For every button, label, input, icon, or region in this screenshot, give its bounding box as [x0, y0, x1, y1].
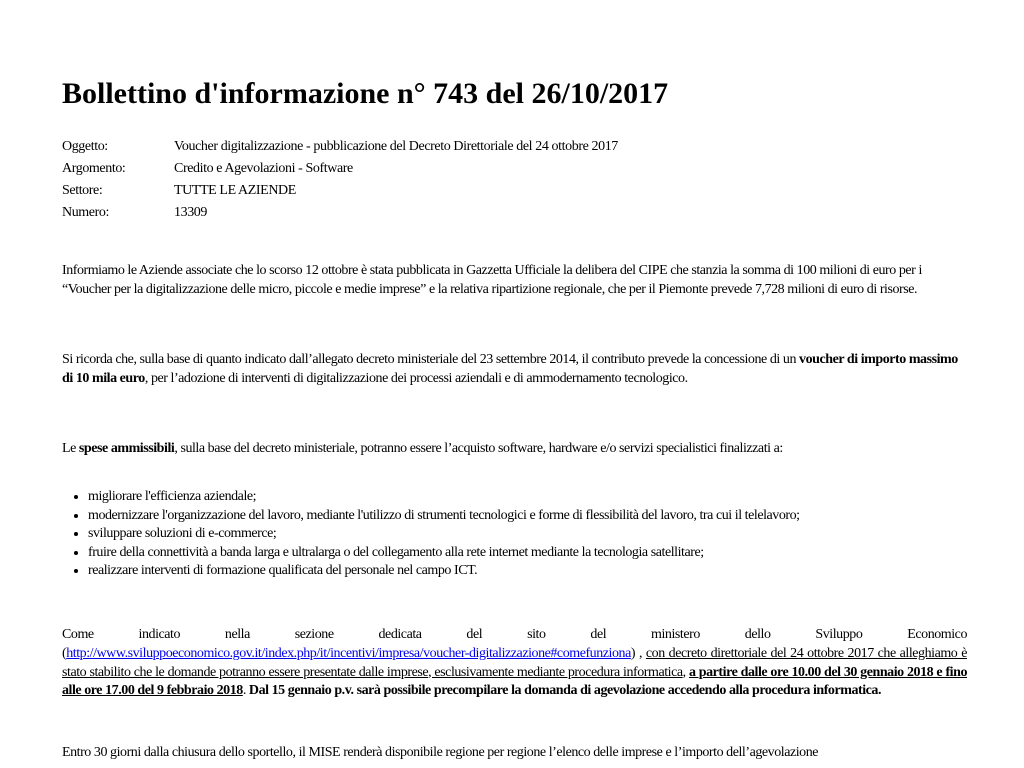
mise-website-link[interactable]: http://www.sviluppoeconomico.gov.it/index.php/it/incentivi/impresa/voucher-digitalizzazione#comefunziona — [66, 646, 631, 661]
voucher-amount-highlight: voucher di importo massimo di 10 mila euro — [62, 352, 958, 386]
meta-value: TUTTE LE AZIENDE — [174, 183, 296, 198]
paragraph-spese — [62, 440, 967, 459]
paragraph-text: ( — [62, 646, 67, 661]
page-title: Bollettino d'informazione n° 743 del 26/10/2017 — [62, 77, 669, 110]
meta-row-argomento — [62, 161, 618, 183]
list-item: • fruire della connettività a banda larga e ultralarga o del collegamento alla rete internet mediante la tecnologia satellitare; — [88, 544, 968, 563]
list-item: • migliorare l'efficienza aziendale; — [88, 488, 968, 507]
paragraph-text: ) , — [630, 646, 646, 661]
meta-key: Numero: — [62, 205, 109, 220]
precompile-highlight: Dal 15 gennaio p.v. sarà possibile precompilare la domanda di agevolazione accedendo alla procedura informatica. — [248, 683, 882, 698]
paragraph-mise-line1: Come indicato nella sezione dedicata del sito del ministero dello Sviluppo Economico — [62, 627, 967, 642]
decree-underlined-text: con decreto direttoriale del 24 ottobre 2017 che alleghiamo è stato stabilito che le domande potranno essere presentate dalle imprese, esclusivamente mediante procedura informatica — [62, 646, 967, 680]
list-item: • sviluppare soluzioni di e-commerce; — [88, 525, 968, 544]
deadline-highlight: a partire dalle ore 10.00 del 30 gennaio 2018 e fino alle ore 17.00 del 9 febbraio 2018 — [62, 664, 967, 698]
meta-value: 13309 — [174, 205, 208, 220]
meta-row-oggetto — [62, 139, 618, 161]
paragraph-voucher — [62, 351, 967, 388]
paragraph-text: , — [682, 664, 689, 680]
meta-value: Credito e Agevolazioni - Software — [174, 161, 353, 176]
paragraph-text: . — [242, 683, 249, 698]
paragraph-closing: Entro 30 giorni dalla chiusura dello sportello, il MISE renderà disponibile regione per regione l’elenco delle imprese e l’importo dell’agevolazione — [62, 745, 819, 760]
paragraph-text: , per l’adozione di interventi di digitalizzazione dei processi aziendali e di ammodernamento tecnologico. — [144, 370, 688, 386]
paragraph-text: Si ricorda che, sulla base di quanto indicato dall’allegato decreto ministeriale del 23 settembre 2014, il contributo prevede la concessione di un — [62, 352, 800, 367]
metadata-table — [62, 139, 618, 227]
meta-key: Argomento: — [62, 161, 126, 176]
meta-key: Oggetto: — [62, 139, 108, 154]
meta-row-settore — [62, 183, 618, 205]
eligible-expenses-list — [62, 488, 968, 581]
list-item: • modernizzare l'organizzazione del lavoro, mediante l'utilizzo di strumenti tecnologici e forme di flessibilità del lavoro, tra cui il telelavoro; — [88, 507, 968, 526]
spese-highlight: spese ammissibili — [78, 441, 175, 456]
paragraph-intro: Informiamo le Aziende associate che lo scorso 12 ottobre è stata pubblicata in Gazzetta Ufficiale la delibera del CIPE che stanzia la somma di 100 milioni di euro per i “Voucher per la digitalizzazione delle micro, piccole e medie imprese” e la relativa ripartizione regionale, che per il Piemonte prevede 7,728 milioni di euro di risorse. — [62, 263, 922, 297]
meta-row-numero — [62, 205, 618, 227]
meta-value: Voucher digitalizzazione - pubblicazione del Decreto Direttoriale del 24 ottobre 2017 — [174, 139, 618, 154]
paragraph-mise-body — [62, 645, 967, 701]
paragraph-text: , sulla base del decreto ministeriale, potranno essere l’acquisto software, hardware e/o servizi specialistici finalizzati a: — [174, 441, 783, 456]
paragraph-text: Le — [62, 441, 79, 456]
list-item: • realizzare interventi di formazione qualificata del personale nel campo ICT. — [88, 562, 968, 581]
meta-key: Settore: — [62, 183, 103, 198]
